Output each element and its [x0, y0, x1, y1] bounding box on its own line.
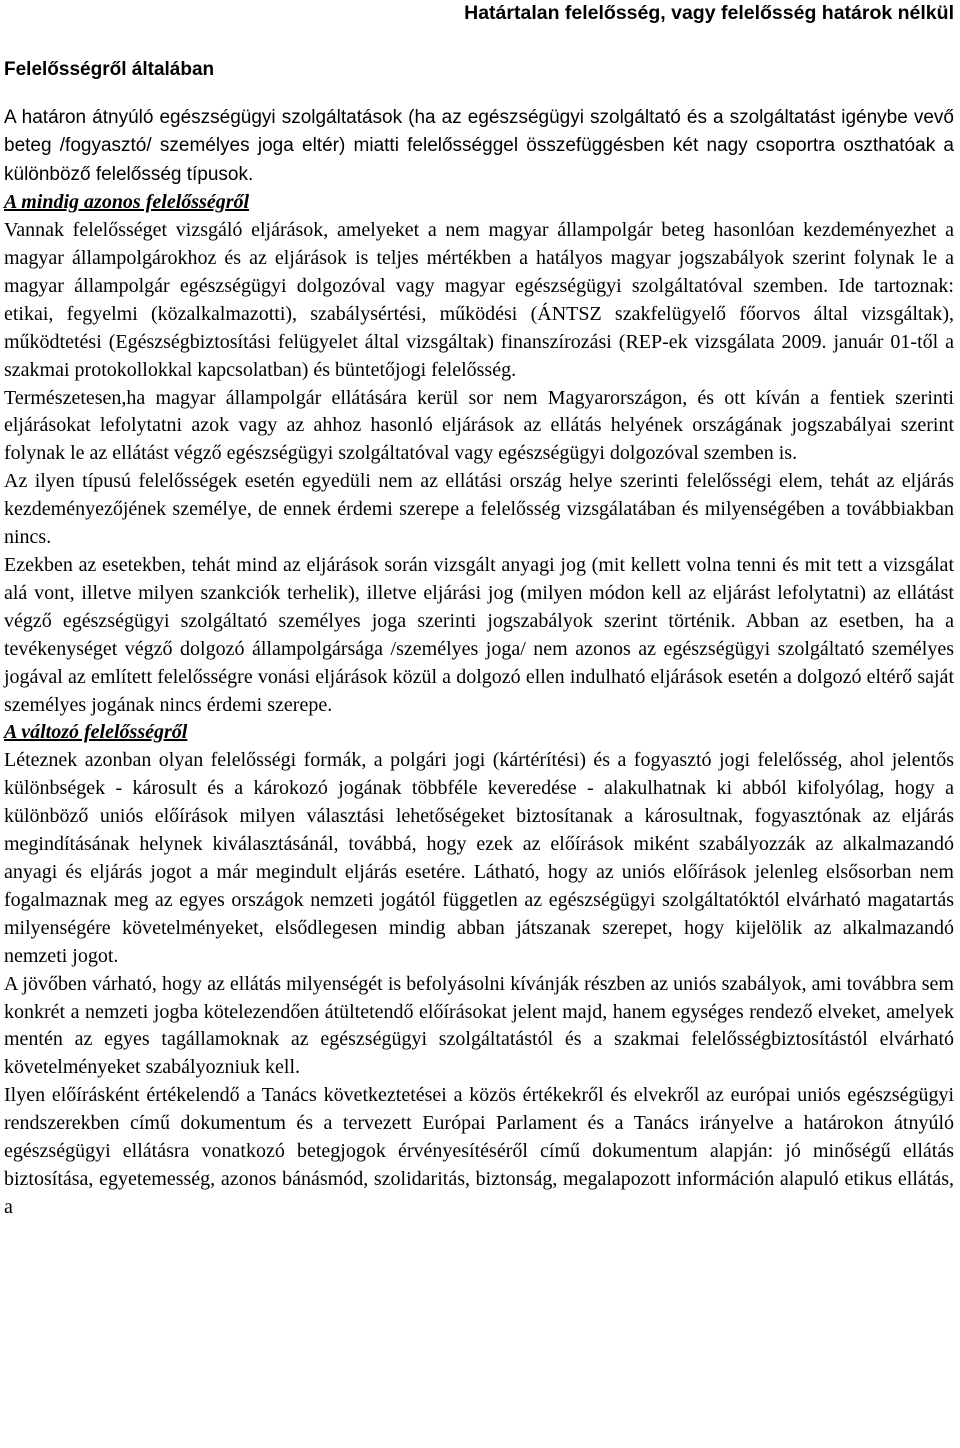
subheading-variable-liability: A változó felelősségről	[4, 721, 188, 744]
paragraph-constant-3: Az ilyen típusú felelősségek esetén egyedüli nem az ellátási ország helye szerinti felelősségi elem, tehát az eljárás kezdeményezőjének személye, de ennek érdemi szerepe a felelősség vizsgálatában és milyenségében a továbbiakban nincs.	[4, 470, 954, 549]
paragraph-constant-1: Vannak felelősséget vizsgáló eljárások, amelyeket a nem magyar állampolgár beteg hasonlóan kezdeményezhet a magyar állampolgárokhoz és az eljárások is teljes mértékben a hatályos magyar jogszabályok szerint folynak le a magyar állampolgár egészségügyi dolgozóval vagy magyar egészségügyi szolgáltatóval szemben. Ide tartoznak: etikai, fegyelmi (közalkalmazotti), szabálysértési, működési (ÁNTSZ szakfelügyelő főorvos által vizsgáltak), működtetési (Egészségbiztosítási felügyelet által vizsgáltak) finanszírozási (REP-ek vizsgálata 2009. január 01-től a szakmai protokollokkal kapcsolatban) és büntetőjogi felelősség.	[4, 219, 954, 381]
document-title: Határtalan felelősség, vagy felelősség határok nélkül	[464, 2, 954, 24]
paragraph-constant-2: Természetesen,ha magyar állampolgár ellátására kerül sor nem Magyarországon, és ott kíván a fentiek szerinti eljárásokat lefolytatni azok vagy az ahhoz hasonló eljárások az ellátás helyének országának jogszabályai szerint folynak le az ellátást végző egészségügyi szolgáltatóval vagy egészségügyi dolgozóval szemben is.	[4, 386, 954, 465]
paragraph-variable-2: A jövőben várható, hogy az ellátás milyenségét is befolyásolni kívánják részben az uniós szabályok, ami továbbra sem konkrét a nemzeti jogba kötelezendően átültetendő előírásokat jelent majd, hanem egységes rendező elveket, amelyek mentén az egyes tagállamoknak az egészségügyi szolgáltatástól és a szakmai felelősségbiztosítástól elvárható követelményeket szabályozniuk kell.	[4, 972, 954, 1079]
paragraph-variable-3: Ilyen előírásként értékelendő a Tanács következtetései a közös értékekről és elvekről az európai uniós egészségügyi rendszerekben című dokumentum és a tervezett Európai Parlament és a Tanács irányelve a határokon átnyúló egészségügyi ellátásra vonatkozó betegjogok érvényesítéséről című dokumentum alapján: jó minőségű ellátás biztosítása, egyetemesség, azonos bánásmód, szolidaritás, biztonság, megalapozott információn alapuló etikus ellátás, a	[4, 1084, 954, 1218]
intro-paragraph: A határon átnyúló egészségügyi szolgáltatások (ha az egészségügyi szolgáltató és a szolgáltatást igénybe vevő beteg /fogyasztó/ személyes joga eltér) miatti felelősséggel összefüggésben két nagy csoportra oszthatóak a különböző felelősség típusok.	[4, 107, 954, 185]
document-page	[4, 0, 954, 1222]
paragraph-constant-4: Ezekben az esetekben, tehát mind az eljárások során vizsgált anyagi jog (mit kellett volna tenni és mit tett a vizsgálat alá vont, illetve milyen szankciók terhelik), illetve eljárási jog (milyen módon kell az eljárást lefolytatni) az ellátást végző egészségügyi szolgáltató személyes joga szerinti jogszabályok szerint történik. Abban az esetben, ha a tevékenységet végző dolgozó állampolgársága /személyes joga/ nem azonos az egészségügyi szolgáltató személyes jogával az említett felelősségre vonási eljárások közül a dolgozó ellen indulható eljárások esetén a dolgozó eltérő saját személyes jogának nincs érdemi szerepe.	[4, 554, 954, 716]
paragraph-variable-1: Léteznek azonban olyan felelősségi formák, a polgári jogi (kártérítési) és a fogyasztó jogi felelősség, ahol jelentős különbségek - károsult és a károkozó jogának többféle keveredése - alakulhatnak ki abból kifolyólag, hogy a különböző uniós előírások milyen választási lehetőségeket biztosítanak a károsultnak, fogyasztónak az eljárás megindításának helynek kiválasztásánál, továbbá, hogy ezek az előírások miként szabályozzák az alkalmazandó anyagi és eljárás jogot a már megindult eljárás esetére. Látható, hogy az uniós előírások jelenleg elsősorban nem fogalmaznak meg az egyes országok nemzeti jogától független az egészségügyi szolgáltatóktól elvárható magatartás milyenségére követelményeket, elsődlegesen mindig abban játszanak szerepet, hogy kijelölik az alkalmazandó nemzeti jogot.	[4, 749, 954, 967]
section-heading: Felelősségről általában	[4, 59, 215, 80]
subheading-constant-liability: A mindig azonos felelősségről	[4, 191, 250, 214]
